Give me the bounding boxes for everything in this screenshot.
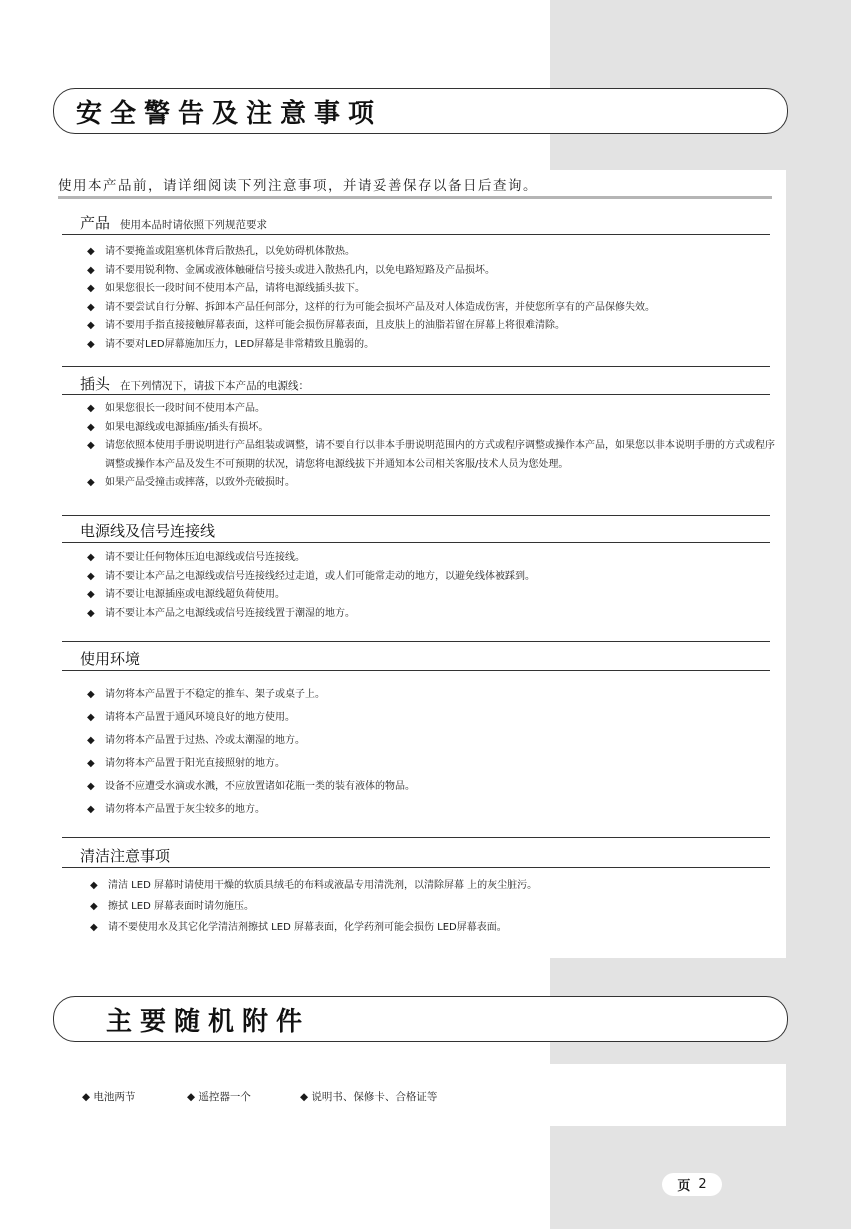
diamond-bullet-icon: ◆: [87, 403, 95, 414]
list-item: ◆ 请勿将本产品置于过热、冷或太潮湿的地方。: [87, 729, 777, 752]
section-env-title: 使用环境: [80, 650, 141, 668]
diamond-bullet-icon: ◆: [300, 1091, 309, 1103]
list-item: ◆ 如果您很长一段时间不使用本产品。: [87, 400, 777, 419]
section-cable-top-rule: [62, 515, 770, 516]
section-env-list: [87, 683, 777, 821]
page-number: [662, 1173, 722, 1196]
accessory-item: ◆ 电池两节: [82, 1091, 136, 1103]
diamond-bullet-icon: ◆: [87, 264, 95, 276]
section-product-list: [87, 243, 777, 354]
list-item: ◆ 请不要用手指直接接触屏幕表面，这样可能会损伤屏幕表面，且皮肤上的油脂若留在屏幕上将很难清除。: [87, 317, 777, 336]
safety-title: 安全警告及注意事项: [76, 98, 383, 129]
diamond-bullet-icon: ◆: [187, 1091, 196, 1103]
diamond-bullet-icon: ◆: [90, 880, 98, 891]
list-item: ◆ 请不要对LED屏幕施加压力，LED屏幕是非常精致且脆弱的。: [87, 336, 777, 355]
diamond-bullet-icon: ◆: [90, 922, 98, 933]
section-cable-title: 电源线及信号连接线: [80, 522, 216, 540]
list-item: ◆ 请不要让电源插座或电源线超负荷使用。: [87, 586, 777, 605]
section-product-head: [80, 212, 267, 233]
section-clean-title: 清洁注意事项: [80, 847, 171, 865]
list-item: ◆ 请勿将本产品置于阳光直接照射的地方。: [87, 752, 777, 775]
diamond-bullet-icon: ◆: [87, 570, 95, 582]
list-item: ◆ 设备不应遭受水滴或水溅，不应放置诸如花瓶一类的装有液体的物品。: [87, 775, 777, 798]
page-number-value: 2: [698, 1177, 707, 1192]
diamond-bullet-icon: ◆: [87, 804, 95, 815]
diamond-bullet-icon: ◆: [87, 689, 95, 700]
list-item: ◆ 请不要尝试自行分解、拆卸本产品任何部分，这样的行为可能会损坏产品及对人体造成伤害，并使您所享有的产品保修失效。: [87, 299, 777, 318]
diamond-bullet-icon: ◆: [82, 1091, 91, 1103]
list-item: ◆ 请不要让本产品之电源线或信号连接线经过走道，或人们可能常走动的地方，以避免线体被踩到。: [87, 568, 777, 587]
diamond-bullet-icon: ◆: [87, 320, 95, 331]
diamond-bullet-icon: ◆: [87, 301, 95, 313]
list-item: ◆ 请您依照本使用手册说明进行产品组装或调整，请不要自行以非本手册说明范围内的方式或程序调整或操作本产品，如果您以非本说明手册的方式或程序调整或操作本产品及发生不可预期的状况，请您将电源线拔下并通知本公司相关客服/技术人员为您处理。: [87, 437, 777, 474]
diamond-bullet-icon: ◆: [87, 735, 95, 746]
section-product-title: 产品: [80, 214, 111, 232]
section-plug-rule: [62, 394, 770, 395]
section-product-subtitle: 使用本品时请依照下列规范要求: [120, 219, 268, 231]
accessories-card: [200, 1064, 786, 1126]
diamond-bullet-icon: ◆: [87, 477, 95, 488]
accessories-title: 主要随机附件: [106, 1006, 311, 1037]
section-plug-title: 插头: [80, 375, 111, 393]
list-item: ◆ 请不要使用水及其它化学清洁剂擦拭 LED 屏幕表面，化学药剂可能会损伤 LED屏幕表面。: [90, 917, 780, 938]
list-item: ◆ 请不要掩盖或阻塞机体背后散热孔，以免妨碍机体散热。: [87, 243, 777, 262]
list-item: ◆ 请勿将本产品置于灰尘较多的地方。: [87, 798, 777, 821]
list-item: ◆ 请不要让本产品之电源线或信号连接线置于潮湿的地方。: [87, 605, 777, 624]
page-label: 页: [677, 1179, 691, 1194]
section-cable-head: [80, 520, 215, 541]
list-item: ◆ 如果产品受撞击或摔落，以致外壳破损时。: [87, 474, 777, 493]
section-plug-top-rule: [62, 366, 770, 367]
diamond-bullet-icon: ◆: [90, 901, 98, 912]
accessories-title-box: [53, 996, 788, 1042]
diamond-bullet-icon: ◆: [87, 440, 95, 451]
diamond-bullet-icon: ◆: [87, 589, 95, 600]
safety-title-box: [53, 88, 788, 134]
list-item: ◆ 清洁 LED 屏幕时请使用干燥的软质具绒毛的布料或液晶专用清洗剂，以清除屏幕 上的灰尘脏污。: [90, 875, 780, 896]
list-item: ◆ 请将本产品置于通风环境良好的地方使用。: [87, 706, 777, 729]
diamond-bullet-icon: ◆: [87, 283, 95, 294]
section-plug-list: [87, 400, 777, 493]
intro-text: 使用本产品前，请详细阅读下列注意事项，并请妥善保存以备日后查询。: [58, 178, 538, 194]
section-plug-head: [80, 373, 309, 394]
section-clean-top-rule: [62, 837, 770, 838]
diamond-bullet-icon: ◆: [87, 552, 95, 563]
section-clean-list: [90, 875, 780, 938]
section-clean-head: [80, 845, 170, 866]
list-item: ◆ 如果您很长一段时间不使用本产品，请将电源线插头拔下。: [87, 280, 777, 299]
diamond-bullet-icon: ◆: [87, 781, 95, 792]
section-env-rule: [62, 670, 770, 671]
diamond-bullet-icon: ◆: [87, 607, 95, 619]
list-item: ◆ 如果电源线或电源插座/插头有损坏。: [87, 419, 777, 438]
accessory-item: ◆ 遥控器一个: [187, 1091, 251, 1103]
diamond-bullet-icon: ◆: [87, 246, 95, 257]
section-clean-rule: [62, 867, 770, 868]
list-item: ◆ 请不要让任何物体压迫电源线或信号连接线。: [87, 549, 777, 568]
diamond-bullet-icon: ◆: [87, 712, 95, 723]
section-plug-subtitle: 在下列情况下，请拔下本产品的电源线：: [120, 380, 310, 392]
intro-rule: [58, 196, 772, 199]
diamond-bullet-icon: ◆: [87, 421, 95, 433]
section-env-top-rule: [62, 641, 770, 642]
list-item: ◆ 擦拭 LED 屏幕表面时请勿施压。: [90, 896, 780, 917]
section-cable-rule: [62, 542, 770, 543]
list-item: ◆ 请不要用锐利物、金属或液体触碰信号接头或进入散热孔内，以免电路短路及产品损坏。: [87, 262, 777, 281]
list-item: ◆ 请勿将本产品置于不稳定的推车、架子或桌子上。: [87, 683, 777, 706]
section-product-rule: [62, 234, 770, 235]
section-env-head: [80, 648, 140, 669]
diamond-bullet-icon: ◆: [87, 758, 95, 769]
diamond-bullet-icon: ◆: [87, 338, 95, 350]
accessory-item: ◆ 说明书、保修卡、合格证等: [300, 1091, 438, 1103]
section-cable-list: [87, 549, 777, 623]
